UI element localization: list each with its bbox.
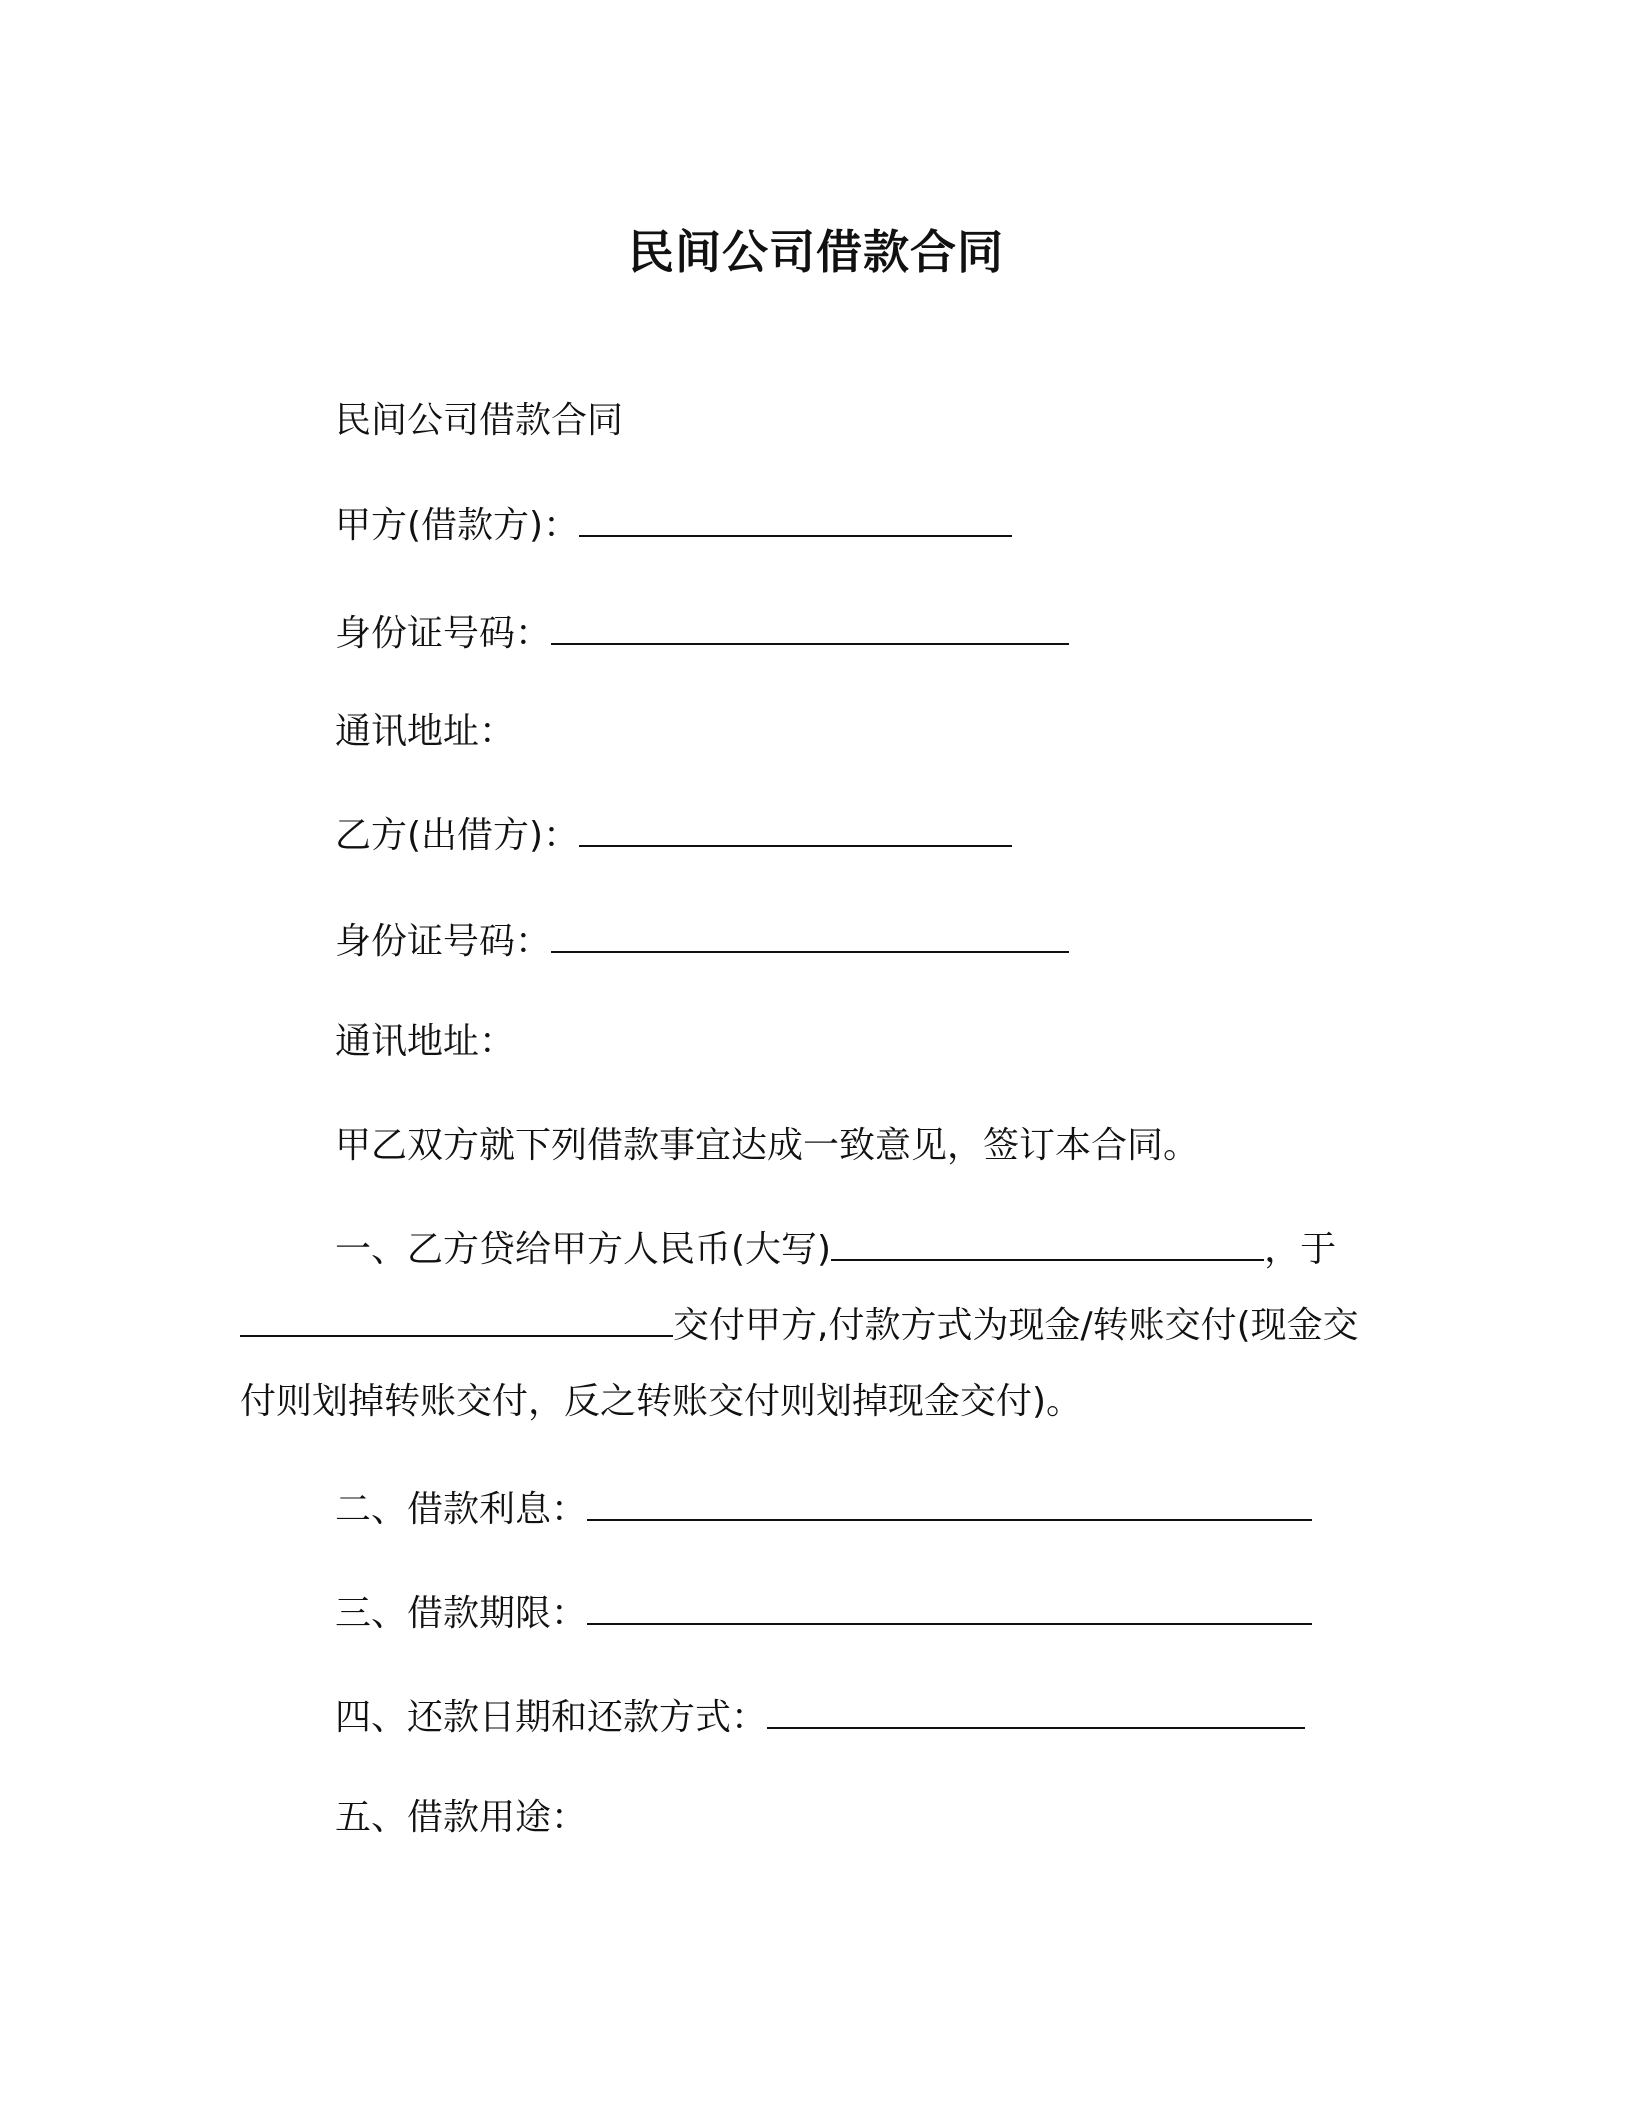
party-a-address-label: 通讯地址： — [335, 711, 516, 752]
party-b-id-blank[interactable] — [551, 921, 1069, 953]
party-a-address-line — [335, 708, 515, 756]
party-a-label: 甲方(借款方)： — [335, 505, 580, 546]
clause-1-part-1: 一、乙方贷给甲方人民币(大写) — [335, 1229, 832, 1270]
party-a-id-label: 身份证号码： — [335, 613, 552, 654]
party-b-address-label: 通讯地址： — [335, 1021, 516, 1062]
clause-1-part-2: ，于 — [1264, 1229, 1337, 1270]
clause-2-label: 二、借款利息： — [335, 1489, 588, 1530]
clause-4-line — [335, 1694, 1305, 1742]
party-b-blank[interactable] — [579, 815, 1012, 847]
document-title: 民间公司借款合同 — [628, 225, 1004, 279]
clause-5-line — [335, 1794, 587, 1842]
clause-1-line-2 — [240, 1302, 1359, 1350]
clause-1-amount-blank[interactable] — [831, 1229, 1264, 1261]
party-a-blank[interactable] — [579, 505, 1012, 537]
clause-1-date-blank[interactable] — [240, 1305, 673, 1337]
intro-paragraph: 甲乙双方就下列借款事宜达成一致意见，签订本合同。 — [335, 1125, 1200, 1166]
clause-3-line — [335, 1590, 1312, 1638]
clause-5-label: 五、借款用途： — [335, 1797, 588, 1838]
clause-3-label: 三、借款期限： — [335, 1593, 588, 1634]
clause-2-line — [335, 1486, 1312, 1534]
party-a-id-blank[interactable] — [551, 613, 1069, 645]
clause-3-blank[interactable] — [587, 1593, 1312, 1625]
party-a-line — [335, 502, 1012, 550]
document-subtitle: 民间公司借款合同 — [335, 400, 624, 441]
clause-2-blank[interactable] — [587, 1489, 1312, 1521]
party-b-id-label: 身份证号码： — [335, 921, 552, 962]
party-a-id-line — [335, 610, 1069, 658]
party-b-label: 乙方(出借方)： — [335, 815, 580, 856]
clause-4-blank[interactable] — [767, 1697, 1305, 1729]
party-b-line — [335, 812, 1012, 860]
clause-1-line-1 — [335, 1226, 1336, 1274]
party-b-id-line — [335, 918, 1069, 966]
clause-1-part-3: 交付甲方,付款方式为现金/转账交付(现金交 — [673, 1305, 1359, 1346]
clause-4-label: 四、还款日期和还款方式： — [335, 1697, 768, 1738]
party-b-address-line — [335, 1018, 515, 1066]
clause-1-line-3: 付则划掉转账交付，反之转账交付则划掉现金交付)。 — [240, 1381, 1083, 1422]
